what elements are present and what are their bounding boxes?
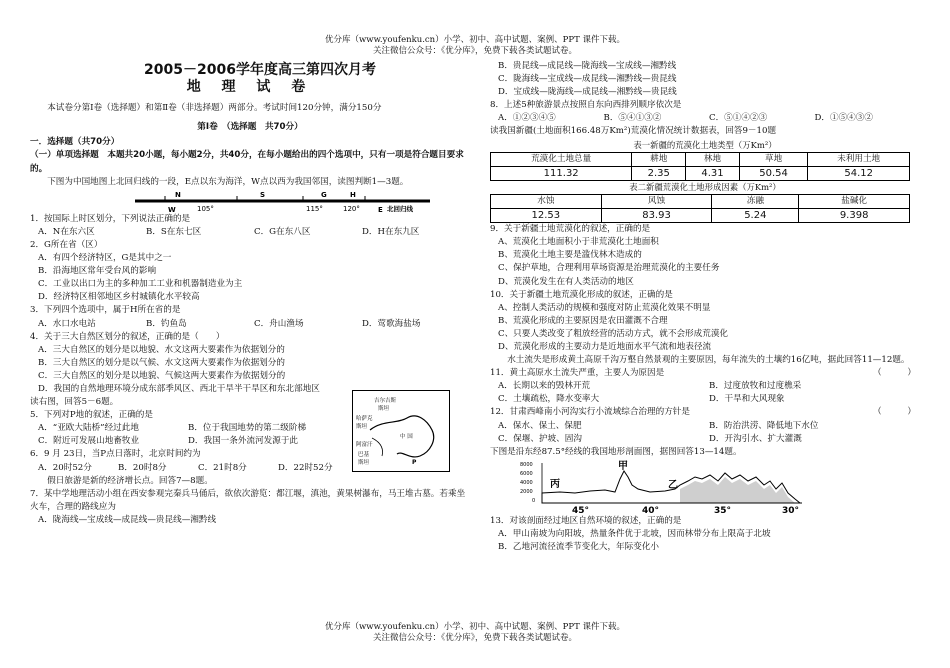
q9-option-b: B、荒漠化土地主要是滥伐林木造成的 [498, 250, 642, 261]
q10-option-c: C、只要人类改变了粗放经营的活动方式，就不会形成荒漠化 [498, 328, 729, 339]
q12-line [490, 406, 920, 419]
q7-option-b: B．贵昆线—成昆线—陇海线—宝成线—湘黔线 [498, 61, 677, 71]
q13-option-b: B．乙地河流径流季节变化大，年际变化小 [498, 542, 660, 552]
page-header [0, 35, 950, 57]
q11-option-d: D．干旱和大风现象 [709, 394, 785, 405]
table2-value-freeze: 5.24 [712, 209, 799, 223]
q12-options-row2 [490, 433, 920, 446]
q5-option-d: D．我国一条外流河发源于此 [188, 436, 299, 447]
q13-stem: 13．对该剖面经过地区自然环境的叙述，正确的是 [490, 515, 682, 526]
section1-title: 一．选择题（共70分） [30, 137, 120, 148]
q3-stem: 3．下列四个选项中，属于H所在省的是 [30, 305, 181, 316]
q11-line [490, 367, 920, 380]
q8-option-b: B．⑤④①③② [603, 113, 662, 124]
table1-value-farmland: 2.35 [632, 166, 686, 180]
q6-option-c: C．21时8分 [198, 462, 247, 473]
q5-option-b: B．位于我国地势的第二级阶梯 [188, 423, 307, 434]
inset-label-kazakh1: 哈萨克 [356, 416, 373, 423]
q10-option-b: B、荒漠化形成的主要原因是农田灌溉不合理 [498, 315, 668, 326]
q10-stem: 10．关于新疆土地荒漠化形成的叙述，正确的是 [490, 289, 673, 300]
map-point-n: N [175, 190, 181, 199]
map-lon-115: 115° [306, 204, 323, 213]
map-point-e: E [378, 205, 383, 213]
terrain-profile [520, 459, 810, 515]
q1-option-a: A．N在东六区 [38, 226, 95, 237]
map-intro: 下图为中国地图上北回归线的一段，E点以东为海洋，W点以西为我国邻国，读图判断1—3题。 [47, 176, 409, 187]
q4-option-d: D．我国的自然地理环境分成东部季风区、西北干旱半干旱区和东北部地区 [38, 383, 320, 394]
q12-option-b: B．防治洪涝、降低地下水位 [709, 420, 819, 431]
profile-y-8000: 8000 [520, 461, 533, 468]
q13-option-a: A．甲山南坡为向阳坡，热量条件优于北坡，因而林带分布上限高于北坡 [498, 528, 771, 539]
q6-option-d: D．22时52分 [278, 462, 333, 473]
q8-option-c: C．⑤①④②③ [709, 113, 768, 124]
inset-label-kyrgyz2: 斯坦 [378, 406, 390, 413]
inset-label-china: 中 国 [400, 434, 413, 441]
q12-answer-paren: （ ） [873, 407, 916, 418]
q1-option-c: C．G在东八区 [254, 226, 311, 237]
left-column [30, 60, 470, 527]
q11-answer-paren: （ ） [873, 368, 916, 379]
q9-stem: 9．关于新疆土地荒漠化的叙述，正确的是 [490, 224, 651, 235]
read-5-6: 读右图，回答5－6题。 [30, 397, 119, 408]
tropic-line-map [30, 189, 470, 213]
q5-options [30, 422, 358, 448]
table1-value-total: 111.32 [491, 166, 632, 180]
q6-option-a: A．20时52分 [38, 462, 92, 473]
q12-stem: 12．甘肃西峰南小河沟实行小流域综合治理的方针是 [490, 407, 690, 418]
table1-header-unused: 未利用土地 [808, 152, 910, 166]
q5-stem: 5．下列对P地的叙述，正确的是 [30, 410, 153, 421]
profile-y-6000: 6000 [520, 470, 533, 477]
q7-option-d: D．宝成线—陇海线—成昆线—湘黔线—贵昆线 [498, 87, 677, 98]
q11-stem: 11．黄土高原水土流失严重，主要人为原因是 [490, 368, 665, 379]
q7-stem: 7．某中学地理活动小组在西安参观完秦兵马俑后，欲依次游览：都江堰，滇池，黄果树瀑布，马王堆古墓。若乘坐火车，合理的路线应为 [30, 488, 466, 512]
q1-stem: 1．按国际上时区划分，下列说法正确的是 [30, 213, 191, 224]
footer-line1: 优分库（www.youfenku.cn）小学、初中、高中试题、案例、PPT 课件下载。 [325, 622, 625, 632]
profile-y-0: 0 [532, 497, 536, 504]
q6-option-b: B．20时8分 [118, 462, 167, 473]
inset-label-afghan: 阿富汗 [356, 442, 373, 449]
inset-label-pak2: 斯坦 [358, 460, 370, 467]
q12-option-c: C．保堰、护坡、固沟 [498, 433, 582, 444]
header-line1: 优分库（www.youfenku.cn）小学、初中、高中试题、案例、PPT 课件下载。 [325, 35, 625, 45]
table2-value-salt: 9.398 [799, 209, 910, 223]
map-point-g: G [321, 190, 327, 199]
profile-label-bing: 丙 [550, 478, 560, 490]
map-point-s: S [260, 190, 266, 199]
right-column [490, 60, 920, 554]
table2 [490, 194, 910, 223]
q1-options [30, 226, 470, 239]
q11-option-b: B．过度放牧和过度樵采 [709, 381, 802, 392]
q2-stem: 2．G所在省（区） [30, 239, 103, 250]
table2-value-water: 12.53 [491, 209, 602, 223]
q9-option-c: C、保护草地，合理利用草场资源是治理荒漠化的主要任务 [498, 263, 720, 274]
q11-options-row1 [490, 380, 920, 393]
q9-option-d: D、荒漠化发生在有人类活动的地区 [498, 276, 634, 287]
q4-option-a: A．三大自然区的划分是以地貌、水文这两大要素作为依据划分的 [38, 344, 285, 355]
part1-title: 第Ⅰ卷 （选择题 共70分） [197, 122, 303, 133]
page-footer [0, 622, 950, 644]
q5-option-a: A．“亚欧大陆桥”经过此地 [38, 423, 139, 434]
table2-header-salt: 盐碱化 [799, 194, 910, 208]
q3-option-b: B．钓鱼岛 [146, 318, 187, 329]
q2-option-b: B．沿海地区常年受台风的影响 [38, 266, 157, 277]
map-tropic-label: 北回归线 [387, 204, 413, 213]
profile-tick-45: 45° [572, 505, 590, 515]
exam-title: 2005－2006学年度高三第四次月考 [144, 62, 376, 78]
q3-options [30, 318, 470, 331]
profile-tick-30: 30° [782, 505, 800, 515]
q11-option-c: C．土壤疏松，降水变率大 [498, 394, 600, 405]
table2-header-water: 水蚀 [491, 194, 602, 208]
profile-tick-35: 35° [714, 505, 732, 515]
q3-option-d: D．莺歌海盐场 [362, 318, 421, 329]
q8-stem: 8．上述5种旅游景点按照自东向西排列顺序依次是 [490, 100, 682, 111]
profile-label-jia: 甲 [618, 460, 628, 472]
q7-option-c: C．陇海线—宝成线—成昆线—湘黔线—贵昆线 [498, 74, 677, 85]
section1a-title: （一）单项选择题 本题共20小题，每小题2分，共40分，在每小题给出的四个选项中，只有一项是符合题目要求的。 [30, 150, 464, 174]
q12-option-d: D．开沟引水、扩大灌溉 [709, 433, 802, 444]
q7-option-a: A．陇海线—宝成线—成昆线—贵昆线—湘黔线 [38, 514, 217, 525]
footer-line2: 关注微信公众号：《优分库》，免费下载各类试题试卷。 [372, 633, 577, 643]
header-line2: 关注微信公众号：《优分库》，免费下载各类试题试卷。 [372, 46, 577, 56]
inset-label-kazakh2: 斯坦 [356, 424, 368, 431]
q4-option-b: B．三大自然区的划分是以气候、水文这两大要素作为依据划分的 [38, 357, 285, 368]
read-7-8: 假日旅游是新的经济增长点。回答7—8题。 [47, 475, 213, 486]
q3-option-c: C．舟山渔场 [254, 318, 304, 329]
q11-options-row2 [490, 393, 920, 406]
map-lon-120: 120° [343, 204, 360, 213]
inset-label-kyrgyz1: 吉尔吉斯 [374, 398, 397, 405]
q6-stem: 6．9 月 23日，当P点日落时，北京时间约为 [30, 449, 201, 460]
q12-option-a: A．保水、保土、保肥 [498, 420, 582, 431]
exam-intro: 本试卷分第Ⅰ卷（选择题）和第Ⅱ卷（非选择题）两部分。考试时间120分钟，满分150分 [47, 103, 382, 114]
q8-option-a: A．①②③④⑤ [498, 113, 556, 124]
q10-option-a: A、控制人类活动的规模和强度对防止荒漠化效果不明显 [498, 302, 711, 313]
table1-header-forest: 林地 [686, 152, 740, 166]
profile-tick-40: 40° [642, 505, 660, 515]
q9-option-a: A、荒漠化土地面积小于非荒漠化土地面积 [498, 237, 659, 248]
q2-option-d: D．经济特区相邻地区乡村城镇化水平较高 [38, 292, 200, 303]
read-9-10: 读我国新疆(土地面积166.48万Km²)荒漠化情况统计数据表，回答9－10题 [490, 126, 777, 137]
q6-options [30, 462, 358, 475]
inset-map [352, 390, 450, 472]
table1-header-grass: 草地 [739, 152, 807, 166]
table2-header-wind: 风蚀 [601, 194, 712, 208]
q8-options [490, 112, 920, 125]
q1-option-b: B．S在东七区 [146, 226, 202, 237]
q10-option-d: D、荒漠化形成的主要动力是近地面水平气流和地表径流 [498, 341, 712, 352]
q11-option-a: A．长期以来的毁林开荒 [498, 381, 591, 392]
table1-header-farmland: 耕地 [632, 152, 686, 166]
inset-label-p: P [412, 459, 417, 467]
read-13-14: 下图是沿东经87.5°经线的我国地形剖面图，据图回答13—14题。 [490, 446, 742, 457]
q4-option-c: C．三大自然区的划分是以地貌、气候这两大要素作为依据划分的 [38, 370, 286, 381]
profile-label-yi: 乙 [668, 479, 678, 491]
profile-y-4000: 4000 [520, 479, 533, 486]
tropic-line-svg [125, 189, 485, 213]
subject-title: 地 理 试 卷 [186, 79, 314, 96]
map-point-h: H [350, 190, 356, 199]
table2-value-wind: 83.93 [601, 209, 712, 223]
table1-header-total: 荒漠化土地总量 [491, 152, 632, 166]
q2-option-a: A．有四个经济特区，G是其中之一 [38, 253, 172, 264]
table1-value-forest: 4.31 [686, 166, 740, 180]
q2-option-c: C．工业以出口为主的多种加工工业和机器制造业为主 [38, 279, 243, 290]
table2-caption: 表二新疆荒漠化土地形成因素（万Km²） [629, 181, 781, 192]
q1-option-d: D．H在东九区 [362, 226, 420, 237]
read-11-12: 水土流失是形成黄土高原千沟万壑自然景观的主要原因，每年流失的土壤约16亿吨，据此回答11—12题。 [507, 355, 910, 366]
table1 [490, 152, 910, 181]
q3-option-a: A．水口水电站 [38, 318, 96, 329]
table1-value-grass: 50.54 [739, 166, 807, 180]
table1-caption: 表一新疆的荒漠化土地类型（万Km²） [633, 139, 777, 150]
q5-option-c: C．附近可发展山地畜牧业 [38, 436, 140, 447]
map-point-w: W [168, 205, 176, 213]
profile-y-2000: 2000 [520, 488, 533, 495]
map-lon-105: 105° [197, 204, 214, 213]
inset-label-pak1: 巴基 [358, 452, 370, 459]
q5-q6-block [30, 396, 470, 475]
table1-value-unused: 54.12 [808, 166, 910, 180]
table2-header-freeze: 冻融 [712, 194, 799, 208]
q8-option-d: D．①⑤④③② [814, 113, 873, 124]
q4-stem: 4．关于三大自然区划分的叙述，正确的是（ ） [30, 331, 225, 342]
q12-options-row1 [490, 420, 920, 433]
